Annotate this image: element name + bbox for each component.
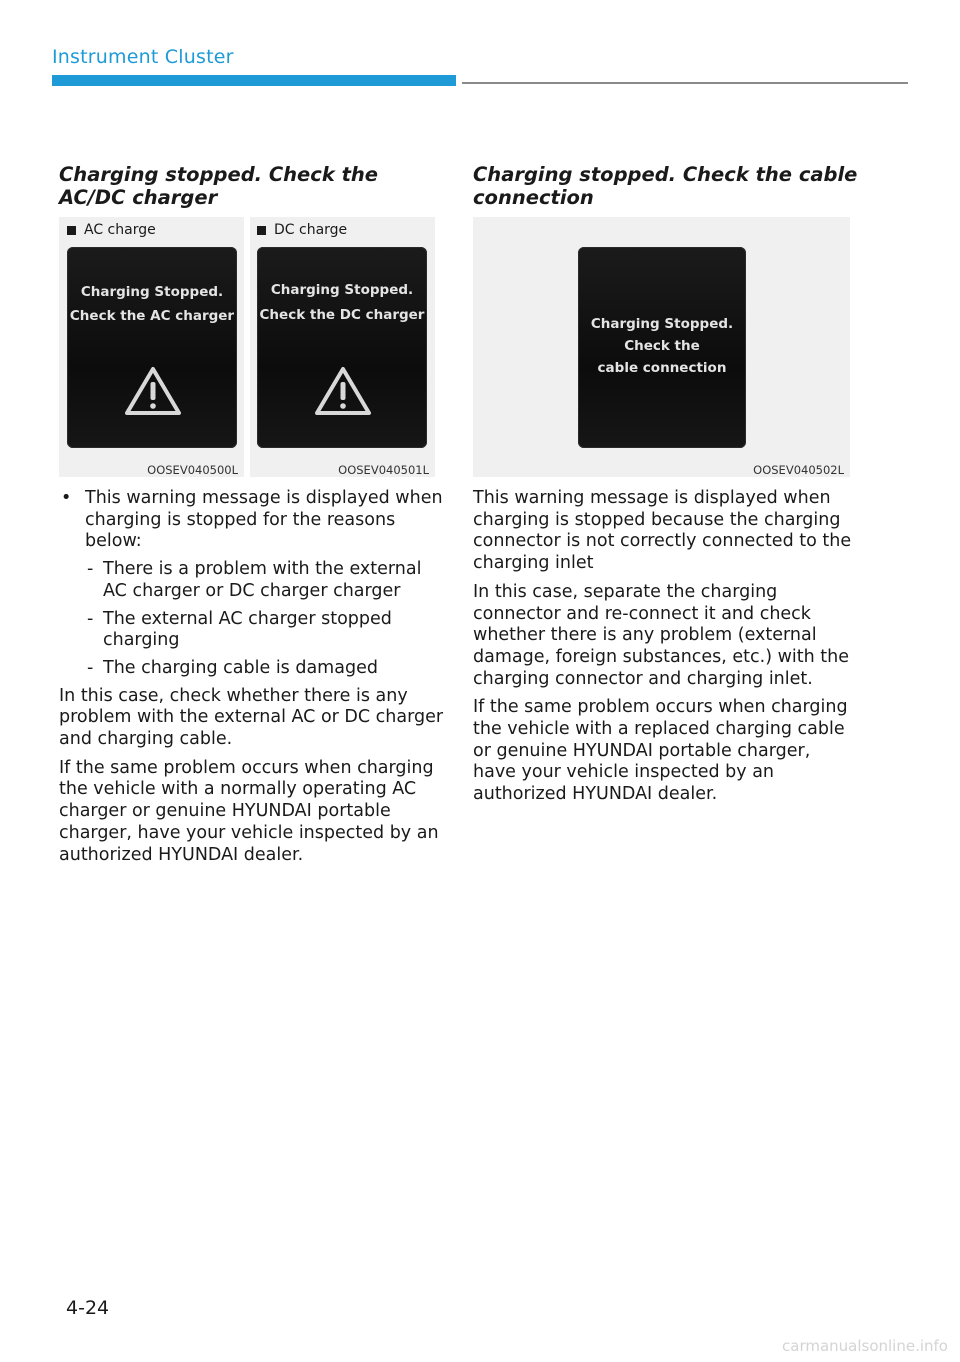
square-bullet-icon <box>257 226 266 235</box>
watermark: carmanualsonline.info <box>782 1337 948 1355</box>
figure-label-text: AC charge <box>84 222 156 238</box>
section-header-title: Instrument Cluster <box>52 46 234 68</box>
screen-line-1: Charging Stopped. <box>270 282 414 298</box>
dash-icon: - <box>87 559 94 580</box>
screen-line-2: Check the AC charger <box>69 308 235 324</box>
cluster-screen-ac <box>67 247 237 448</box>
paragraph: If the same problem occurs when charging the vehicle with a normally operating AC charger or genuine HYUNDAI portable charger, have your vehicle inspected by an authorized HYUNDAI dealer. <box>59 757 439 865</box>
dash-icon: - <box>87 608 94 629</box>
figure-code: OOSEV040501L <box>338 463 429 477</box>
warning-triangle-icon <box>313 365 373 417</box>
sub-item-text: The external AC charger stopped charging <box>103 608 392 651</box>
screen-line-1: Charging Stopped. <box>80 284 224 300</box>
screen-line-2: Check the DC charger <box>259 307 425 323</box>
paragraph: In this case, check whether there is any problem with the external AC or DC charger and charging cable. <box>59 685 444 750</box>
page-number: 4-24 <box>66 1297 110 1319</box>
figure-label-text: DC charge <box>274 222 348 238</box>
right-body-text <box>473 488 853 813</box>
figure-ac-charge <box>59 217 244 477</box>
figure-cable-connection <box>473 217 850 477</box>
left-section-title: Charging stopped. Check the AC/DC charger <box>59 163 379 209</box>
right-section-title: Charging stopped. Check the cable connection <box>473 163 858 209</box>
warning-triangle-icon <box>123 365 183 417</box>
cluster-screen-dc <box>257 247 427 448</box>
dash-icon: - <box>87 657 94 678</box>
header-accent-bar <box>52 75 456 86</box>
screen-line-1: Charging Stopped. <box>590 316 734 332</box>
paragraph: In this case, separate the charging connector and re-connect it and check whether there is any problem (external damage, foreign substances, etc.) with the charging connector and charging inlet. <box>473 581 850 689</box>
sub-list-item <box>59 609 444 652</box>
cluster-screen-cable <box>578 247 746 448</box>
screen-line-3: cable connection <box>597 360 727 376</box>
figure-code: OOSEV040500L <box>147 463 238 477</box>
sub-item-text: There is a problem with the external AC charger or DC charger charger <box>103 559 422 601</box>
bullet-dot-icon: • <box>61 488 72 508</box>
screen-line-2: Check the <box>624 338 700 354</box>
header-divider <box>462 82 908 84</box>
paragraph: This warning message is displayed when charging is stopped because the charging connector is not correctly connected to the charging inlet <box>473 488 852 574</box>
sub-item-text: The charging cable is damaged <box>103 657 378 678</box>
bullet-item <box>59 488 444 553</box>
figure-label-ac <box>67 222 156 238</box>
figure-dc-charge <box>250 217 435 477</box>
bullet-text: This warning message is displayed when charging is stopped for the reasons below: <box>85 488 443 552</box>
paragraph: If the same problem occurs when charging the vehicle with a replaced charging cable or genuine HYUNDAI portable charger, have your vehicle inspected by an authorized HYUNDAI dealer. <box>473 697 848 805</box>
left-body-text <box>59 488 444 873</box>
sub-list-item <box>59 658 444 680</box>
figure-code: OOSEV040502L <box>753 463 844 477</box>
figure-label-dc <box>257 222 347 238</box>
square-bullet-icon <box>67 226 76 235</box>
sub-list-item <box>59 559 444 602</box>
